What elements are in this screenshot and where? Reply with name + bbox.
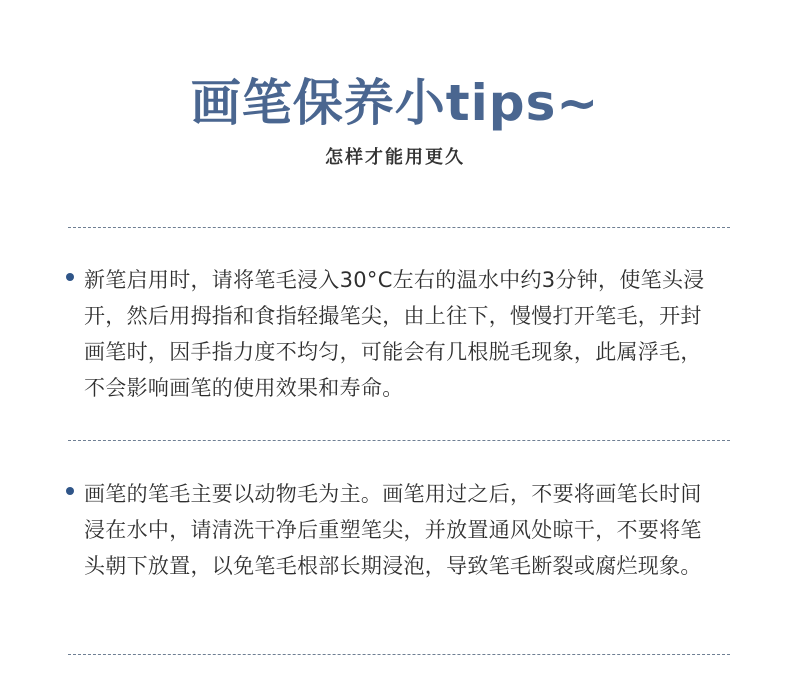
bullet-icon: [66, 487, 74, 495]
bullet-icon: [66, 273, 74, 281]
divider: [68, 654, 730, 655]
tip-text: 画笔的笔毛主要以动物毛为主。画笔用过之后，不要将画笔长时间浸在水中，请清洗干净后重塑笔尖，并放置通风处晾干，不要将笔头朝下放置，以免笔毛根部长期浸泡，导致笔毛断裂或腐烂现象。: [84, 482, 702, 578]
divider: [68, 440, 730, 441]
tip-item: [66, 262, 716, 406]
page-title: 画笔保养小tips~: [190, 74, 600, 132]
divider: [68, 227, 730, 228]
page-subtitle: 怎样才能用更久: [325, 147, 465, 168]
tip-item: [66, 476, 716, 584]
tip-text: 新笔启用时，请将笔毛浸入30°C左右的温水中约3分钟，使笔头浸开，然后用拇指和食指轻撮笔尖，由上往下，慢慢打开笔毛，开封画笔时，因手指力度不均匀，可能会有几根脱毛现象，此属浮毛，不会影响画笔的使用效果和寿命。: [84, 268, 705, 400]
